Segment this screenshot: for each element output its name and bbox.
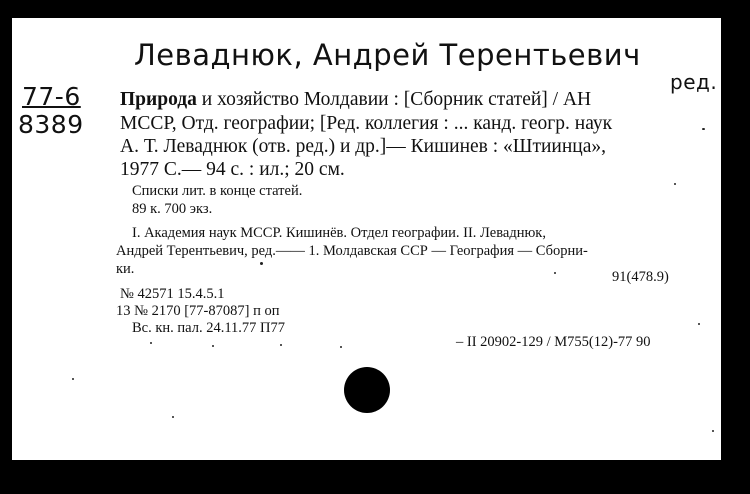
speckle (150, 342, 152, 344)
tracing-line-2: Андрей Терентьевич, ред.—— 1. Молдавская ССР — География — Сборни- (116, 243, 588, 259)
handwritten-shelf-code: 77-6 (22, 82, 81, 111)
speckle (712, 430, 714, 432)
classification-number: 91(478.9) (612, 269, 669, 285)
record-number-2: 13 № 2170 [77-87087] п оп (116, 303, 280, 319)
tracing-line-1: I. Академия наук МССР. Кишинёв. Отдел географии. II. Леваднюк, (132, 225, 546, 241)
entry-line-4: 1977 С.— 94 с. : ил.; 20 см. (120, 159, 345, 180)
entry-line-2: МССР, Отд. географии; [Ред. коллегия : ... канд. геогр. наук (120, 113, 613, 134)
speckle (554, 272, 556, 274)
speckle (212, 345, 214, 347)
handwritten-role: ред. (670, 70, 718, 94)
speckle (172, 416, 174, 418)
note-price-copies: 89 к. 700 экз. (132, 201, 213, 217)
record-number-3: Вс. кн. пал. 24.11.77 П77 (132, 320, 286, 336)
footer-code: – II 20902-129 / М755(12)-77 90 (456, 334, 651, 350)
scan-border-right (721, 0, 750, 494)
speckle (72, 378, 74, 380)
scan-border-bottom (0, 460, 750, 494)
speckle (340, 346, 342, 348)
entry-title-bold: Природа (120, 89, 197, 110)
speckle (674, 183, 676, 185)
entry-title-line (120, 89, 591, 111)
speckle (280, 344, 282, 346)
speckle (698, 323, 700, 325)
entry-line-3: А. Т. Леваднюк (отв. ред.) и др.]— Кишинев : «Штиинца», (120, 136, 606, 157)
speckle (260, 262, 263, 265)
tracing-line-3: ки. (116, 261, 135, 277)
note-bibliography: Списки лит. в конце статей. (132, 183, 303, 199)
record-number-1: № 42571 15.4.5.1 (120, 286, 225, 302)
entry-title-rest: и хозяйство Молдавии : [Сборник статей] / АН (196, 89, 592, 110)
handwritten-call-number: 8389 (18, 110, 84, 139)
handwritten-author-name: Леваднюк, Андрей Терентьевич (134, 38, 641, 72)
punch-hole (344, 367, 390, 413)
speckle (702, 128, 705, 130)
